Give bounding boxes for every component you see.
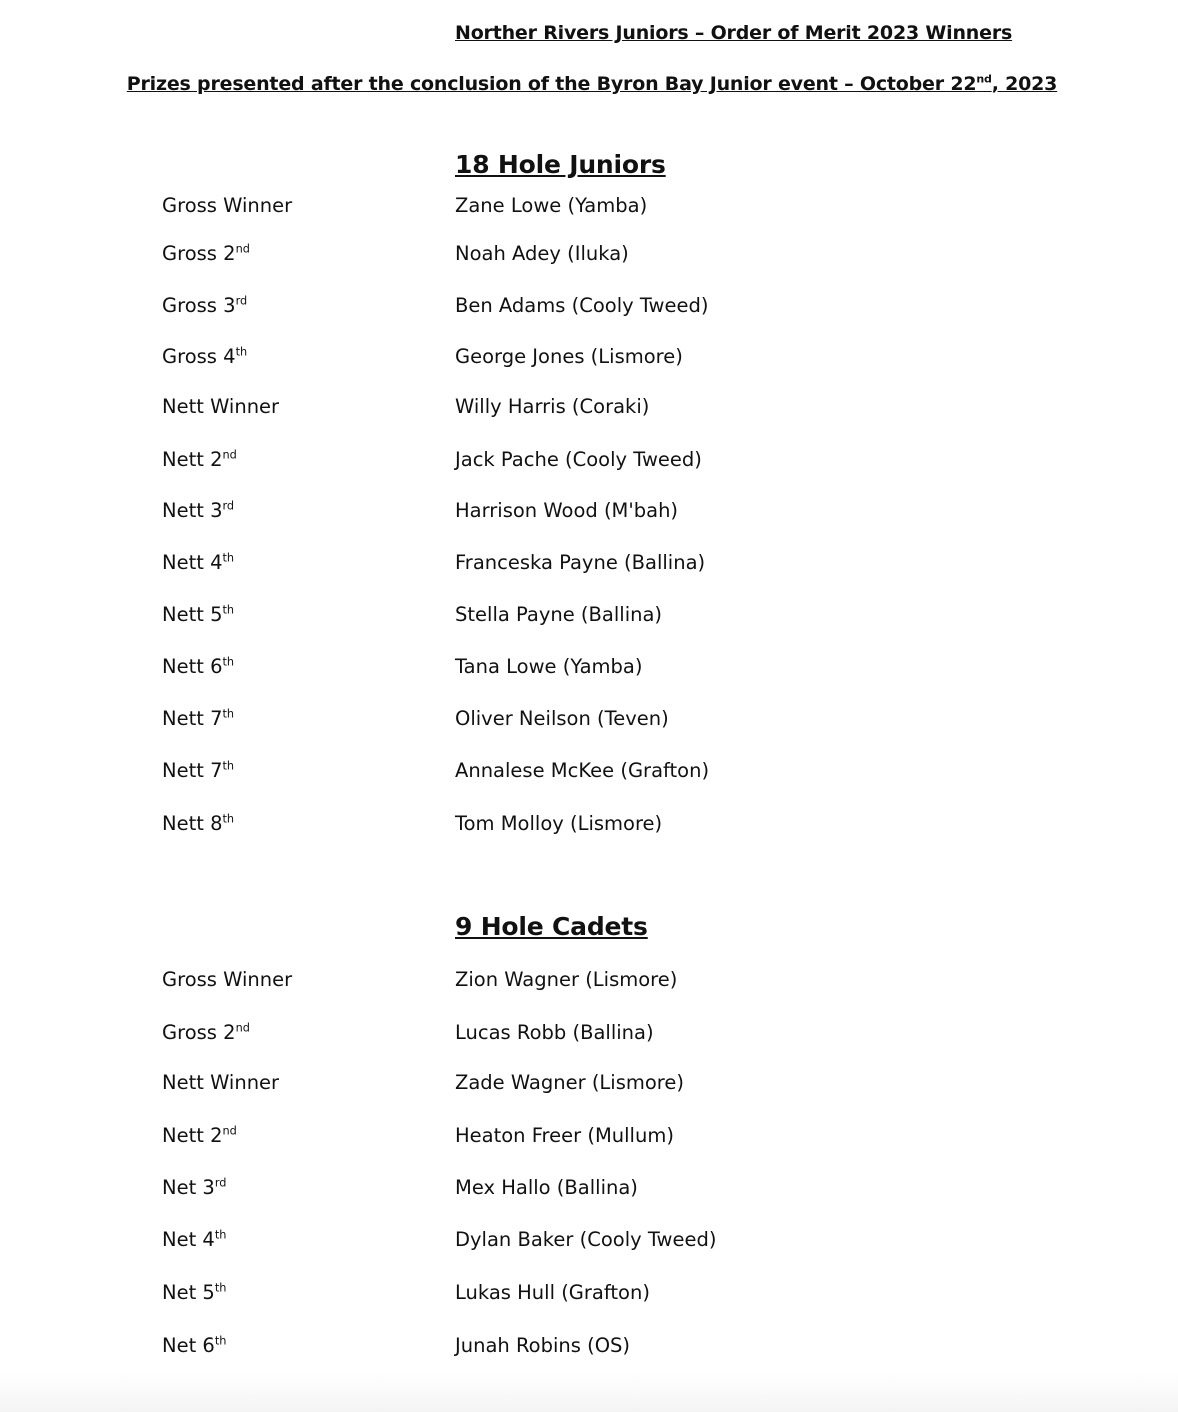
winner-name: Franceska Payne (Ballina) (455, 551, 706, 574)
subtitle-year: , 2023 (991, 73, 1058, 95)
winner-name: Annalese McKee (Grafton) (455, 759, 710, 782)
winner-name: Heaton Freer (Mullum) (455, 1124, 674, 1147)
prize-label: Nett 3rd (162, 499, 235, 522)
prize-label: Nett 5th (162, 603, 235, 626)
list-item (0, 603, 1178, 633)
list-item (0, 551, 1178, 581)
winner-name: Zade Wagner (Lismore) (455, 1071, 684, 1094)
prize-label: Nett 7th (162, 707, 235, 730)
list-item (0, 759, 1178, 789)
list-item (0, 1071, 1178, 1101)
list-item (0, 1334, 1178, 1364)
list-item (0, 194, 1178, 224)
winner-name: Zion Wagner (Lismore) (455, 968, 678, 991)
list-item (0, 345, 1178, 375)
subtitle-text: Prizes presented after the conclusion of the Byron Bay Junior event – October 22 (126, 73, 977, 95)
list-item (0, 1176, 1178, 1206)
list-item (0, 242, 1178, 272)
page-bottom-shadow (0, 1372, 1178, 1412)
list-item (0, 812, 1178, 842)
list-item (0, 395, 1178, 425)
winner-name: Willy Harris (Coraki) (455, 395, 650, 418)
list-item (0, 1228, 1178, 1258)
prize-label: Gross Winner (162, 194, 293, 217)
page-title: Norther Rivers Juniors – Order of Merit 2023 Winners (455, 22, 1013, 44)
winner-name: Lucas Robb (Ballina) (455, 1021, 654, 1044)
prize-label: Nett 6th (162, 655, 235, 678)
list-item (0, 968, 1178, 998)
winner-name: Noah Adey (Iluka) (455, 242, 629, 265)
prize-label: Gross 2nd (162, 1021, 250, 1044)
list-item (0, 1124, 1178, 1154)
prize-label: Nett 7th (162, 759, 235, 782)
winner-name: Ben Adams (Cooly Tweed) (455, 294, 709, 317)
winner-name: Tom Molloy (Lismore) (455, 812, 663, 835)
prize-label: Nett Winner (162, 395, 280, 418)
winner-name: Stella Payne (Ballina) (455, 603, 663, 626)
winner-name: Mex Hallo (Ballina) (455, 1176, 638, 1199)
list-item (0, 1281, 1178, 1311)
winner-name: Tana Lowe (Yamba) (455, 655, 643, 678)
prize-label: Net 5th (162, 1281, 227, 1304)
list-item (0, 499, 1178, 529)
section-heading-18-hole-juniors: 18 Hole Juniors (455, 150, 666, 179)
page-subtitle (0, 73, 1178, 95)
prize-label: Nett Winner (162, 1071, 280, 1094)
list-item (0, 294, 1178, 324)
prize-label: Nett 2nd (162, 448, 237, 471)
prize-label: Nett 2nd (162, 1124, 237, 1147)
winner-name: Harrison Wood (M'bah) (455, 499, 679, 522)
prize-label: Net 6th (162, 1334, 227, 1357)
winner-name: George Jones (Lismore) (455, 345, 683, 368)
list-item (0, 707, 1178, 737)
winner-name: Dylan Baker (Cooly Tweed) (455, 1228, 717, 1251)
subtitle-ordinal-suffix: nd (976, 72, 992, 86)
winner-name: Jack Pache (Cooly Tweed) (455, 448, 702, 471)
winner-name: Junah Robins (OS) (455, 1334, 631, 1357)
prize-label: Nett 4th (162, 551, 235, 574)
prize-label: Net 4th (162, 1228, 227, 1251)
section-heading-9-hole-cadets: 9 Hole Cadets (455, 912, 648, 941)
prize-label: Gross 3rd (162, 294, 248, 317)
prize-label: Gross 4th (162, 345, 248, 368)
prize-label: Gross 2nd (162, 242, 250, 265)
prize-label: Net 3rd (162, 1176, 227, 1199)
prize-label: Nett 8th (162, 812, 235, 835)
winner-name: Lukas Hull (Grafton) (455, 1281, 650, 1304)
list-item (0, 448, 1178, 478)
list-item (0, 655, 1178, 685)
winner-name: Oliver Neilson (Teven) (455, 707, 669, 730)
list-item (0, 1021, 1178, 1051)
winner-name: Zane Lowe (Yamba) (455, 194, 648, 217)
prize-label: Gross Winner (162, 968, 293, 991)
